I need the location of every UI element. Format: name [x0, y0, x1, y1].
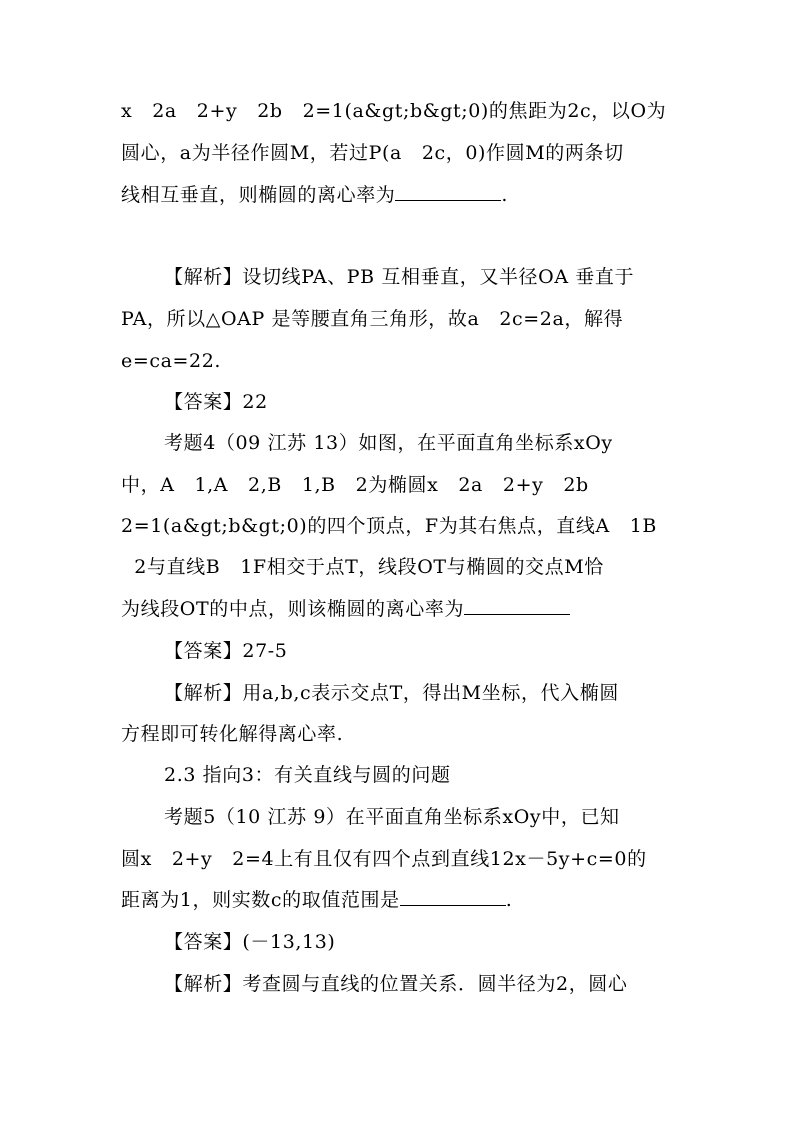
- text-line: 2与直线B 1F相交于点T，线段OT与椭圆的交点M恰: [121, 556, 604, 578]
- text-segment: 线相互垂直，则椭圆的离心率为: [121, 184, 396, 206]
- text-segment: 为线段OT的中点，则该椭圆的离心率为: [121, 598, 465, 620]
- text-line-with-blank: [121, 595, 681, 623]
- answer-blank: [395, 182, 501, 201]
- text-line: x 2a 2+y 2b 2=1(a&gt;b&gt;0)的焦距为2c，以O为: [121, 100, 667, 122]
- text-line-with-blank: [121, 181, 681, 209]
- text-segment: .: [501, 184, 509, 206]
- text-segment: .: [505, 889, 513, 911]
- text-line: PA，所以△OAP 是等腰直角三角形，故a 2c=2a，解得: [121, 308, 624, 330]
- text-segment: 距离为1，则实数c的取值范围是: [121, 889, 400, 911]
- answer-blank: [400, 887, 506, 906]
- text-line: 【答案】22: [164, 391, 268, 413]
- text-line: 圆心，a为半径作圆M，若过P(a 2c，0)作圆M的两条切: [121, 142, 624, 164]
- text-line: 方程即可转化解得离心率.: [121, 723, 344, 745]
- text-line: 考题5（10 江苏 9）在平面直角坐标系xOy中，已知: [164, 806, 620, 828]
- text-line: 【答案】27-5: [164, 640, 288, 662]
- text-line: 中，A 1,A 2,B 1,B 2为椭圆x 2a 2+y 2b: [121, 474, 589, 496]
- section-heading: 2.3 指向3：有关直线与圆的问题: [164, 764, 451, 786]
- answer-blank: [464, 596, 570, 615]
- text-line: 【解析】设切线PA、PB 互相垂直，又半径OA 垂直于: [164, 266, 635, 288]
- text-line: 【解析】用a,b,c表示交点T，得出M坐标，代入椭圆: [164, 682, 619, 704]
- text-line: 2=1(a&gt;b&gt;0)的四个顶点，F为其右焦点，直线A 1B: [121, 515, 657, 537]
- text-line: 圆x 2+y 2=4上有且仅有四个点到直线12x－5y+c=0的: [121, 848, 647, 870]
- text-line-with-blank: [121, 886, 681, 914]
- text-line: 【答案】(－13,13): [164, 931, 336, 953]
- text-line: 考题4（09 江苏 13）如图，在平面直角坐标系xOy: [164, 432, 613, 454]
- text-line: e=ca=22.: [121, 350, 222, 372]
- text-line: 【解析】考查圆与直线的位置关系．圆半径为2，圆心: [164, 973, 628, 995]
